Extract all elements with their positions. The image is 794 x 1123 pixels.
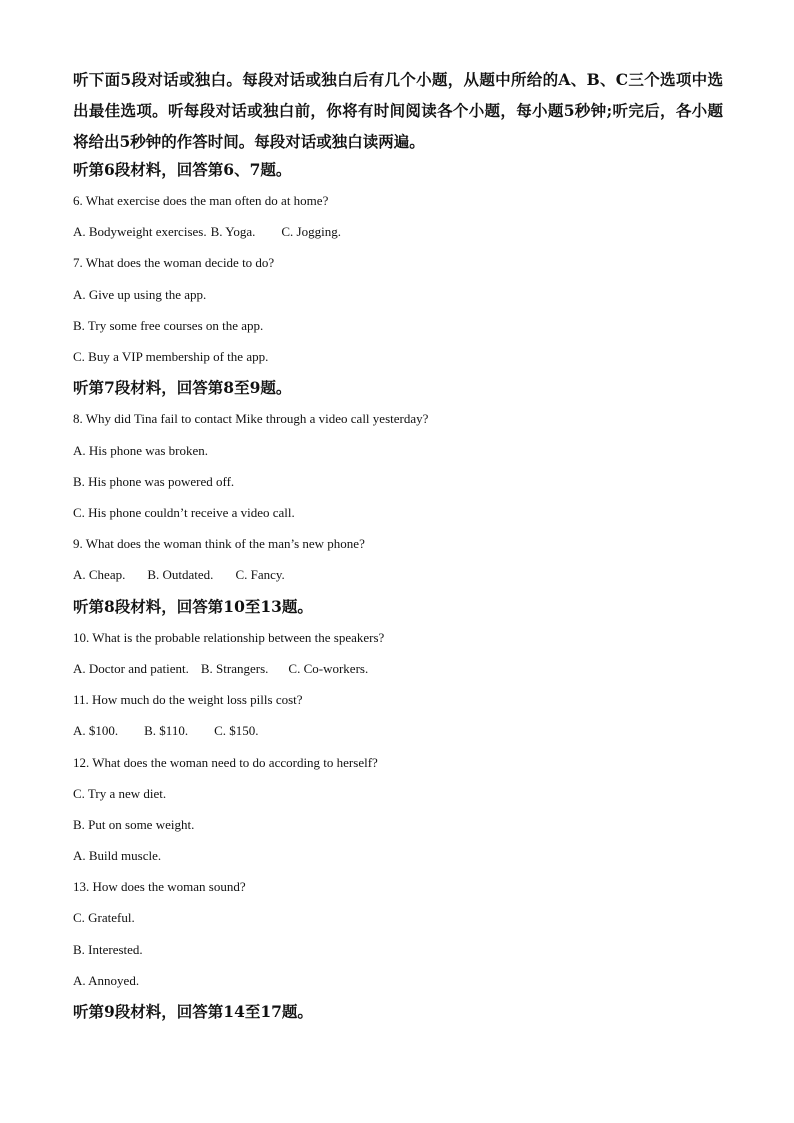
- option-7a: A. Give up using the app.: [73, 287, 207, 302]
- option-11b: B. $110.: [144, 723, 189, 738]
- option-12c: C. Try a new diet.: [73, 786, 167, 801]
- question-10-options: [73, 660, 380, 678]
- option-9c: C. Fancy.: [235, 567, 285, 582]
- option-6b: B. Yoga.: [210, 224, 256, 239]
- option-8a: A. His phone was broken.: [73, 443, 209, 458]
- question-6-options: [73, 223, 353, 241]
- option-6a: A. Bodyweight exercises.: [73, 224, 207, 239]
- option-9a: A. Cheap.: [73, 567, 126, 582]
- option-10b: B. Strangers.: [200, 661, 269, 676]
- question-10: 10. What is the probable relationship between the speakers?: [73, 630, 385, 645]
- option-7b: B. Try some free courses on the app.: [73, 318, 264, 333]
- option-13a: A. Annoyed.: [73, 973, 140, 988]
- option-11a: A. $100.: [73, 723, 119, 738]
- question-11: 11. How much do the weight loss pills cost?: [73, 692, 303, 707]
- option-9b: B. Outdated.: [147, 567, 214, 582]
- question-8: 8. Why did Tina fail to contact Mike through a video call yesterday?: [73, 411, 429, 426]
- question-9: 9. What does the woman think of the man’s new phone?: [73, 536, 365, 551]
- option-13b: B. Interested.: [73, 942, 143, 957]
- option-12b: B. Put on some weight.: [73, 817, 195, 832]
- question-11-options: [73, 722, 271, 740]
- option-6c: C. Jogging.: [281, 224, 341, 239]
- option-10a: A. Doctor and patient.: [73, 661, 189, 676]
- option-8c: C. His phone couldn’t receive a video call.: [73, 505, 295, 520]
- question-7: 7. What does the woman decide to do?: [73, 255, 275, 270]
- section-heading-9: 听第9段材料，回答第14至17题。: [73, 1002, 313, 1021]
- option-7c: C. Buy a VIP membership of the app.: [73, 349, 269, 364]
- option-13c: C. Grateful.: [73, 910, 135, 925]
- option-8b: B. His phone was powered off.: [73, 474, 235, 489]
- question-12: 12. What does the woman need to do according to herself?: [73, 755, 378, 770]
- listening-instructions: 听下面5段对话或独白。每段对话或独白后有几个小题，从题中所给的A、B、C三个选项中选出最佳选项。听每段对话或独白前，你将有时间阅读各个小题，每小题5秒钟;听完后，各小题将给出5秒钟的作答时间。每段对话或独白读两遍。: [73, 70, 723, 151]
- option-10c: C. Co-workers.: [288, 661, 369, 676]
- question-13: 13. How does the woman sound?: [73, 879, 246, 894]
- option-12a: A. Build muscle.: [73, 848, 162, 863]
- section-heading-6: 听第6段材料，回答第6、7题。: [73, 160, 292, 179]
- section-heading-8: 听第8段材料，回答第10至13题。: [73, 597, 313, 616]
- question-9-options: [73, 566, 297, 584]
- question-6: 6. What exercise does the man often do at home?: [73, 193, 329, 208]
- option-11c: C. $150.: [214, 723, 259, 738]
- section-heading-7: 听第7段材料，回答第8至9题。: [73, 378, 292, 397]
